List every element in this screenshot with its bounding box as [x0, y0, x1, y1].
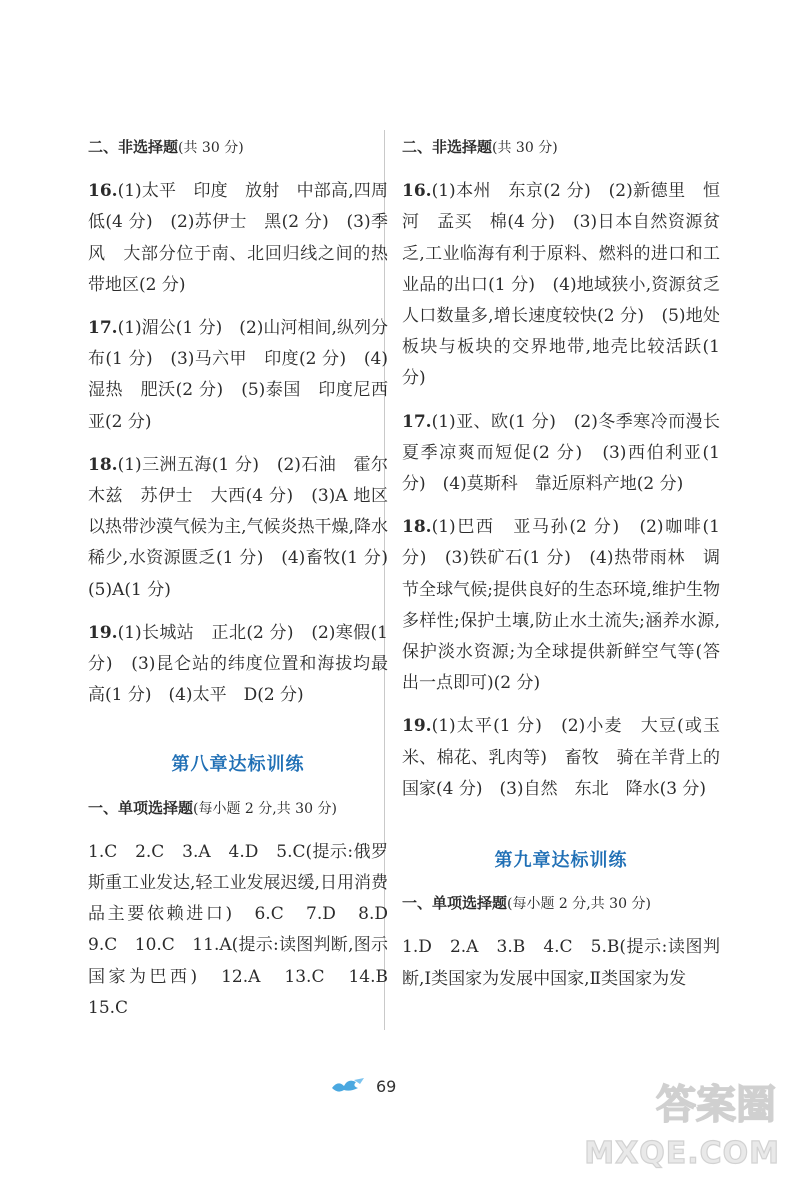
- right-section-heading: 二、非选择题(共 30 分): [402, 138, 558, 156]
- bird-logo-icon: [330, 1076, 366, 1096]
- left-section-heading: 二、非选择题(共 30 分): [88, 138, 244, 156]
- page-number: 69: [376, 1076, 397, 1096]
- right-chapter-title: 第九章达标训练: [494, 850, 628, 872]
- left-answer-18: 18.(1)三洲五海(1 分) (2)石油 霍尔木兹 苏伊士 大西(4 分) (3)A 地区以热带沙漠气候为主,气候炎热干燥,降水稀少,水资源匮乏(1 分) (4)畜牧(1 分) (5)A(1 分): [88, 454, 405, 600]
- right-choice-answers: 1.D 2.A 3.B 4.C 5.B(提示:读图判断,Ⅰ类国家为发展中国家,Ⅱ类国家为发: [402, 937, 720, 989]
- left-answer-16: 16.(1)太平 印度 放射 中部高,四周低(4 分) (2)苏伊士 黑(2 分) (3)季风 大部分位于南、北回归线之间的热带地区(2 分): [88, 181, 388, 295]
- left-chapter-title: 第八章达标训练: [171, 754, 305, 776]
- watermark-brand: 答案圈: [656, 1082, 776, 1128]
- left-column: [88, 132, 405, 1024]
- right-answer-19: 19.(1)太平(1 分) (2)小麦 大豆(或玉米、棉花、乳肉等) 畜牧 骑在羊背上的国家(4 分) (3)自然 东北 降水(3 分): [402, 716, 720, 799]
- left-choice-answers: 1.C 2.C 3.A 4.D 5.C(提示:俄罗斯重工业发达,轻工业发展迟缓,日用消费品主要依赖进口) 6.C 7.D 8.D 9.C 10.C 11.A(提示:读图判断,图示国家为巴西) 12.A 13.C 14.B 15.C: [88, 841, 405, 1018]
- watermark-site: MXQE.COM: [584, 1136, 780, 1171]
- right-answer-17: 17.(1)亚、欧(1 分) (2)冬季寒冷而漫长 夏季凉爽而短促(2 分) (3)西伯利亚(1 分) (4)莫斯科 靠近原料产地(2 分): [402, 411, 737, 495]
- left-section2-heading: 一、单项选择题(每小题 2 分,共 30 分): [88, 798, 337, 817]
- right-answer-18: 18.(1)巴西 亚马孙(2 分) (2)咖啡(1 分) (3)铁矿石(1 分) (4)热带雨林 调节全球气候;提供良好的生态环境,维护生物多样性;保护土壤,防止水土流失;涵养水源,保护淡水资源;为全球提供新鲜空气等(答出一点即可)(2 分): [402, 517, 720, 694]
- left-answer-19: 19.(1)长城站 正北(2 分) (2)寒假(1 分) (3)昆仑站的纬度位置和海拔均最高(1 分) (4)太平 D(2 分): [88, 622, 388, 706]
- left-answer-17: 17.(1)湄公(1 分) (2)山河相间,纵列分布(1 分) (3)马六甲 印度(2 分) (4)湿热 肥沃(2 分) (5)泰国 印度尼西亚(2 分): [88, 318, 388, 432]
- right-column: [402, 132, 737, 995]
- watermark: [584, 1073, 786, 1173]
- page-footer: [330, 1076, 396, 1096]
- right-section2-heading: 一、单项选择题(每小题 2 分,共 30 分): [402, 894, 651, 913]
- right-answer-16: 16.(1)本州 东京(2 分) (2)新德里 恒河 孟买 棉(4 分) (3)日本自然资源贫乏,工业临海有利于原料、燃料的进口和工业品的出口(1 分) (4)地域狭小,资源贫乏 人口数量多,增长速度较快(2 分) (5)地处板块与板块的交界地带,地壳比较活跃(1 分): [402, 181, 737, 389]
